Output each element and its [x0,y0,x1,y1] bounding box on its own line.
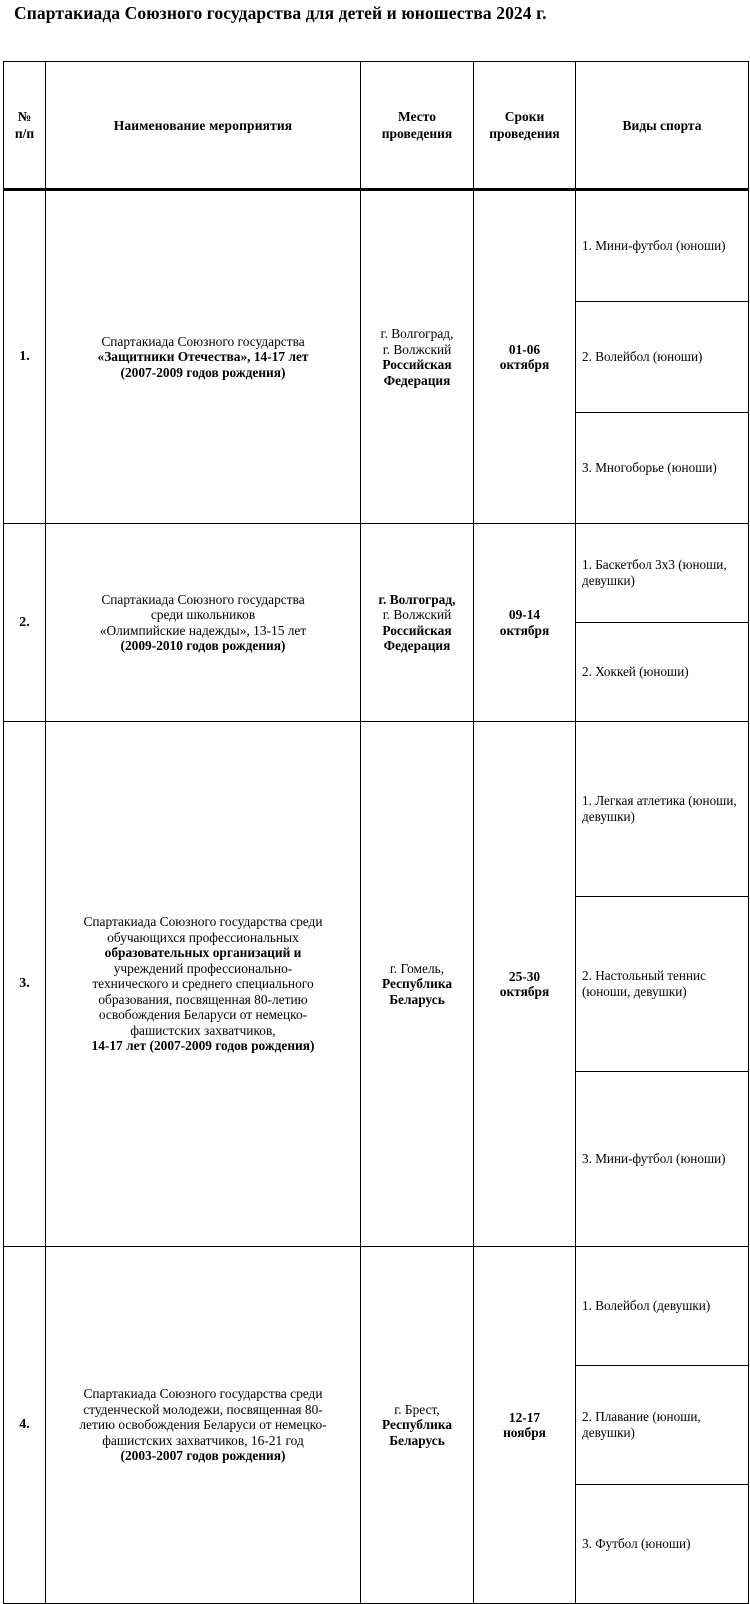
sports-list [576,191,748,523]
event-place-line: Беларусь [389,991,445,1007]
sport-item: 1. Баскетбол 3х3 (юноши, девушки) [576,524,748,623]
sport-item-row [576,524,748,623]
event-name-line: Спартакиада Союзного государства [101,333,305,349]
event-dates-line: 09-14 [508,607,541,622]
table-row [4,524,749,722]
column-header-place-line2: проведения [381,126,453,141]
event-place-line: г. Волгоград, [378,591,456,607]
event-name-line: фашистских захватчиков, [130,1022,276,1038]
event-sports [576,524,749,722]
sport-item-row [576,897,748,1072]
column-header-place [361,62,474,190]
event-name-line: фашистских захватчиков, 16-21 год [102,1432,304,1448]
table-row [4,1247,749,1604]
column-header-number-line1: № [17,109,32,124]
event-place-line: Республика [381,976,453,992]
sport-item: 2. Настольный теннис (юноши, девушки) [576,897,748,1072]
table-row [4,722,749,1247]
event-name [46,190,361,524]
table-row [4,190,749,524]
event-name [46,722,361,1247]
column-header-event-name: Наименование мероприятия [46,62,361,190]
sport-item-row [576,1366,748,1485]
sports-list [576,524,748,721]
sport-item-row [576,302,748,413]
event-place-line: Российская [382,357,452,372]
event-name-line: летию освобождения Беларуси от немецко- [79,1417,327,1433]
column-header-dates-line2: проведения [489,126,560,141]
event-place-line: г. Волжский [382,607,452,622]
sport-item-row [576,1485,748,1604]
sport-item-row [576,623,748,722]
sport-item-row [576,191,748,302]
event-name-line: образовательных организаций и [104,945,302,961]
column-header-number [4,62,46,190]
row-number: 2. [4,524,46,722]
event-place-line: г. Волгоград, [380,326,454,341]
event-name-line: (2009-2010 годов рождения) [120,638,286,653]
event-dates [474,1247,576,1604]
column-header-place-line1: Место [398,109,436,124]
table-header-row [4,62,749,190]
event-place-line: г. Брест, [394,1401,440,1417]
sport-item: 2. Плавание (юноши, девушки) [576,1366,748,1485]
sports-list [576,722,748,1246]
event-place [361,524,474,722]
event-sports [576,190,749,524]
sport-item-row [576,1247,748,1366]
event-dates-line: 01-06 [508,341,541,357]
sport-item: 1. Мини-футбол (юноши) [576,191,748,302]
event-name-line: технического и среднего специального [92,976,314,992]
event-name-line: обучающихся профессиональных [107,929,299,945]
event-dates-line: октября [499,622,550,638]
page-title: Спартакиада Союзного государства для детей и юношества 2024 г. [14,3,547,23]
event-name [46,524,361,722]
event-place [361,1247,474,1604]
event-name-line: Спартакиада Союзного государства [101,591,305,607]
events-schedule-table [3,61,749,1604]
event-name-line: (2007-2009 годов рождения) [120,364,286,380]
event-dates-line: 12-17 [508,1409,541,1425]
sport-item: 3. Многоборье (юноши) [582,460,717,476]
event-dates-line: 25-30 [508,968,541,984]
event-place [361,722,474,1247]
event-name-line: среди школьников [150,607,256,622]
event-place-line: Федерация [383,638,451,653]
event-name-line: 14-17 лет (2007-2009 годов рождения) [91,1038,315,1054]
event-place [361,190,474,524]
sport-item-row [576,722,748,897]
event-sports [576,1247,749,1604]
event-place-line: г. Гомель, [389,960,445,976]
event-dates-line: октября [499,357,550,372]
event-name-line: студенческой молодежи, посвященная 80- [83,1401,323,1417]
column-header-dates [474,62,576,190]
sport-item-row [576,1072,748,1247]
sports-list [576,1247,748,1603]
event-name-line: образования, посвященная 80-летию [98,991,308,1007]
event-place-line: Республика [381,1417,453,1433]
event-name-line: «Олимпийские надежды», 13-15 лет [99,622,307,638]
sport-item: 1. Волейбол (девушки) [576,1247,748,1366]
row-number: 4. [4,1247,46,1604]
sport-item: 3. Мини-футбол (юноши) [582,1151,726,1167]
event-dates [474,190,576,524]
row-number: 3. [4,722,46,1247]
event-name-line: (2003-2007 годов рождения) [120,1448,286,1464]
event-name-line: освобождения Беларуси от немецко- [98,1007,308,1023]
event-name-line: «Защитники Отечества», 14-17 лет [97,349,309,365]
event-dates-line: ноября [503,1425,546,1440]
event-name-line: Спартакиада Союзного государства среди [83,914,323,930]
event-dates-line: октября [499,984,550,999]
event-name [46,1247,361,1604]
event-place-line: Беларусь [389,1432,445,1448]
sport-item: 2. Хоккей (юноши) [582,664,689,680]
row-number: 1. [4,190,46,524]
event-sports [576,722,749,1247]
event-name-line: учреждений профессионально- [113,960,293,976]
sport-item: 1. Легкая атлетика (юноши, девушки) [576,722,748,897]
column-header-sports: Виды спорта [576,62,749,190]
event-dates [474,722,576,1247]
sport-item: 3. Футбол (юноши) [582,1536,691,1552]
sport-item-row [576,413,748,524]
event-place-line: г. Волжский [382,341,452,357]
event-place-line: Федерация [383,372,451,388]
column-header-number-line2: п/п [14,126,35,141]
event-dates [474,524,576,722]
sport-item: 2. Волейбол (юноши) [576,302,748,413]
event-place-line: Российская [382,622,452,638]
column-header-dates-line1: Сроки [504,109,545,124]
event-name-line: Спартакиада Союзного государства среди [83,1386,323,1402]
